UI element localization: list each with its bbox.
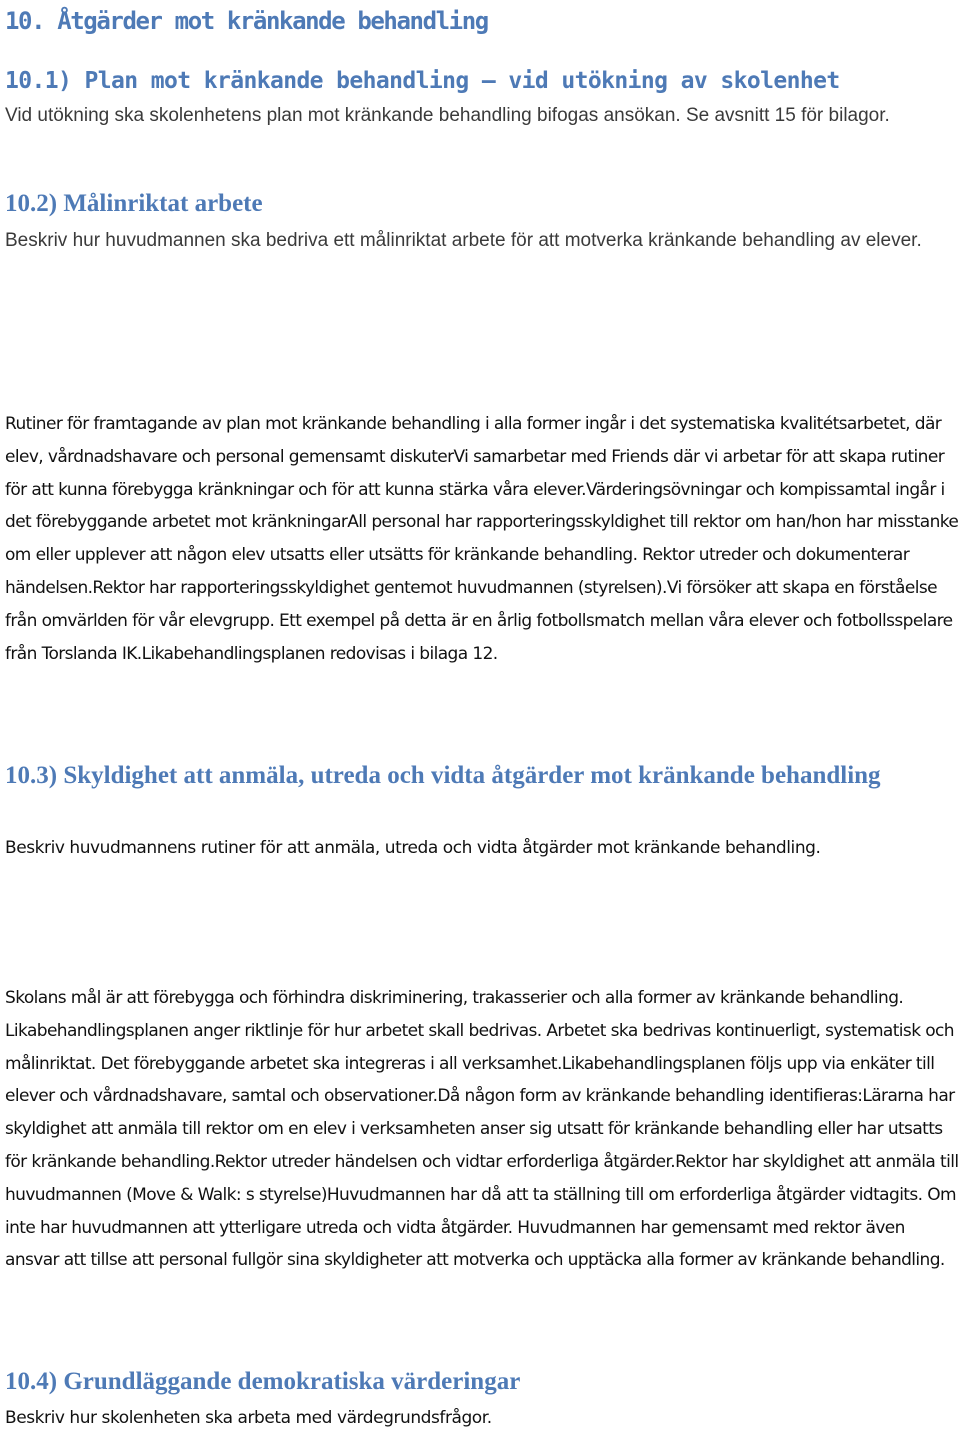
- heading-10-3: 10.3) Skyldighet att anmäla, utreda och vidta åtgärder mot kränkande behandling: [5, 762, 881, 789]
- section-title: 10. Åtgärder mot kränkande behandling: [5, 7, 488, 35]
- description-10-3: Beskriv huvudmannens rutiner för att anmäla, utreda och vidta åtgärder mot kränkande behandling.: [5, 838, 821, 858]
- answer-10-3: Skolans mål är att förebygga och förhindra diskriminering, trakasserier och alla former av kränkande behandling. Likabehandlingsplanen anger riktlinje för hur arbetet skall bedrivas. Arbetet ska bedrivas kontinuerligt, systematisk och målinriktat. Det förebyggande arbetet ska integreras i all verksamhet.Likabehandlingsplanen följs upp via enkäter till elever och vårdnadshavare, samtal och observationer.Då någon form av kränkande behandling identifieras:Lärarna har skyldighet att anmäla till rektor om en elev i verksamheten anser sig utsatt för kränkande behandling eller har utsatts för kränkande behandling.Rektor utreder händelsen och vidtar erforderliga åtgärder.Rektor har skyldighet att anmäla till huvudmannen (Move & Walk: s styrelse)Huvudmannen har då att ta ställning till om erforderliga åtgärder vidtagits. Om inte har huvudmannen att ytterligare utreda och vidta åtgärder. Huvudmannen har gemensamt med rektor även ansvar att tillse att personal fullgör sina skyldigheter att motverka och upptäcka alla former av kränkande behandling.: [5, 988, 959, 1271]
- heading-10-2: 10.2) Målinriktat arbete: [5, 190, 263, 217]
- answer-10-2: Rutiner för framtagande av plan mot kränkande behandling i alla former ingår i det systematiska kvalitétsarbetet, där elev, vårdnadshavare och personal gemensamt diskuterVi samarbetar med Friends där vi arbetar för att skapa rutiner för att kunna förebygga kränkningar och för att kunna stärka våra elever.Värderingsövningar och kompissamtal ingår i det förebyggande arbetet mot kränkningarAll personal har rapporteringsskyldighet till rektor om han/hon har misstanke om eller upplever att någon elev utsatts eller utsätts för kränkande behandling. Rektor utreder och dokumenterar händelsen.Rektor har rapporteringsskyldighet gentemot huvudmannen (styrelsen).Vi försöker att skapa en förståelse från omvärlden för vår elevgrupp. Ett exempel på detta är en årlig fotbollsmatch mellan våra elever och fotbollsspelare från Torslanda IK.Likabehandlingsplanen redovisas i bilaga 12.: [5, 414, 959, 664]
- heading-10-1: 10.1) Plan mot kränkande behandling – vid utökning av skolenhet: [5, 68, 840, 94]
- description-10-1: Vid utökning ska skolenhetens plan mot kränkande behandling bifogas ansökan. Se avsnitt 15 för bilagor.: [5, 105, 890, 126]
- description-10-4: Beskriv hur skolenheten ska arbeta med värdegrundsfrågor.: [5, 1408, 492, 1428]
- heading-10-4: 10.4) Grundläggande demokratiska värderingar: [5, 1368, 521, 1395]
- description-10-2: Beskriv hur huvudmannen ska bedriva ett målinriktat arbete för att motverka kränkande behandling av elever.: [5, 230, 922, 251]
